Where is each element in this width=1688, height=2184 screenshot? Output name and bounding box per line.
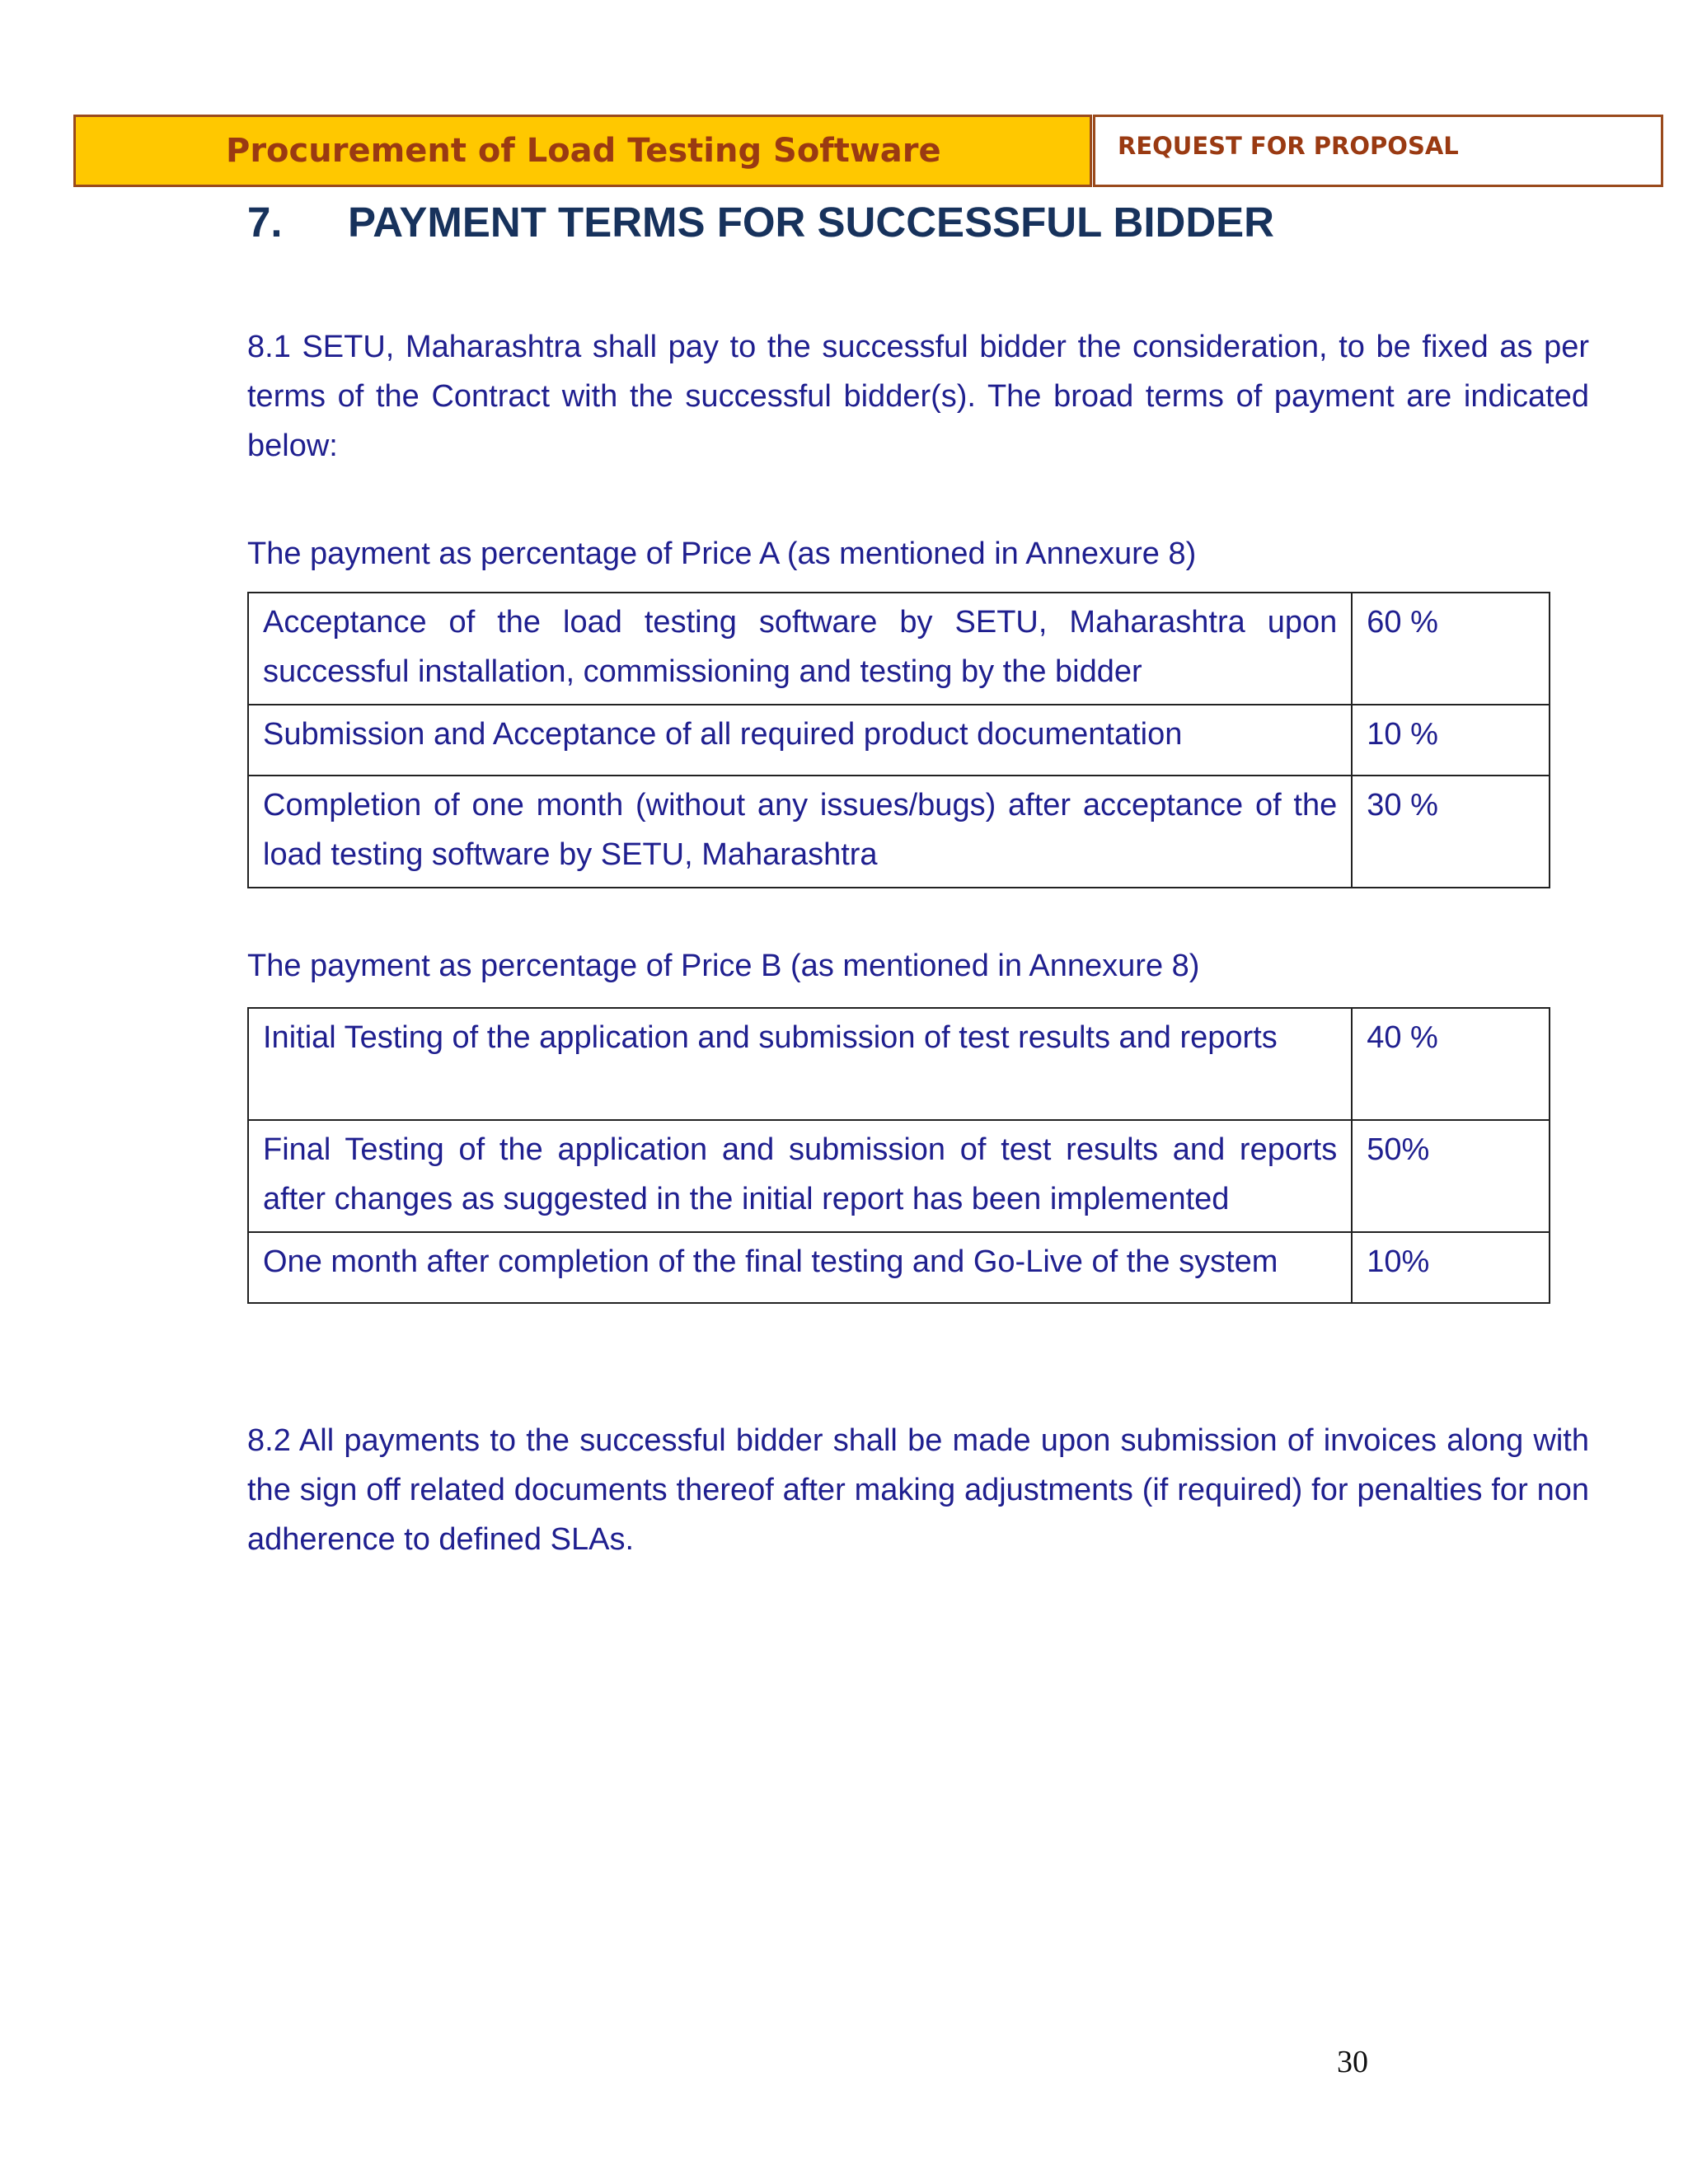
payment-percent: 60 %	[1352, 593, 1550, 705]
table-row	[248, 1008, 1550, 1120]
header-project-title: Procurement of Load Testing Software	[226, 132, 941, 170]
section-number: 7.	[247, 199, 283, 246]
payment-description: One month after completion of the final testing and Go-Live of the system	[248, 1232, 1352, 1303]
table-a-caption: The payment as percentage of Price A (as mentioned in Annexure 8)	[247, 537, 1197, 571]
header-project-title-box	[73, 115, 1092, 187]
section-heading	[247, 198, 1274, 246]
header-document-type-box	[1093, 115, 1663, 187]
table-row	[248, 705, 1550, 776]
payment-percent: 30 %	[1352, 776, 1550, 888]
table-row	[248, 593, 1550, 705]
payment-percent: 40 %	[1352, 1008, 1550, 1120]
table-row	[248, 776, 1550, 888]
section-title: PAYMENT TERMS FOR SUCCESSFUL BIDDER	[348, 199, 1274, 246]
payment-description: Initial Testing of the application and submission of test results and reports	[248, 1008, 1352, 1120]
price-b-payment-table	[247, 1007, 1550, 1304]
payment-percent: 10 %	[1352, 705, 1550, 776]
paragraph-8-1: 8.1 SETU, Maharashtra shall pay to the successful bidder the consideration, to be fixed as per terms of the Contract with the successful bidder(s). The broad terms of payment are indicated below:	[247, 330, 1589, 463]
price-a-payment-table	[247, 592, 1550, 888]
payment-description: Final Testing of the application and submission of test results and reports after changes as suggested in the initial report has been implemented	[248, 1120, 1352, 1232]
page-number: 30	[1337, 2045, 1368, 2079]
payment-description: Submission and Acceptance of all required product documentation	[248, 705, 1352, 776]
table-b-caption: The payment as percentage of Price B (as mentioned in Annexure 8)	[247, 949, 1200, 983]
payment-description: Completion of one month (without any issues/bugs) after acceptance of the load testing software by SETU, Maharashtra	[248, 776, 1352, 888]
table-row	[248, 1232, 1550, 1303]
paragraph-8-2: 8.2 All payments to the successful bidder shall be made upon submission of invoices along with the sign off related documents thereof after making adjustments (if required) for penalties for non adherence to defined SLAs.	[247, 1423, 1589, 1557]
table-row	[248, 1120, 1550, 1232]
payment-percent: 10%	[1352, 1232, 1550, 1303]
payment-percent: 50%	[1352, 1120, 1550, 1232]
header-document-type: REQUEST FOR PROPOSAL	[1118, 132, 1459, 160]
payment-description: Acceptance of the load testing software by SETU, Maharashtra upon successful installation, commissioning and testing by the bidder	[248, 593, 1352, 705]
